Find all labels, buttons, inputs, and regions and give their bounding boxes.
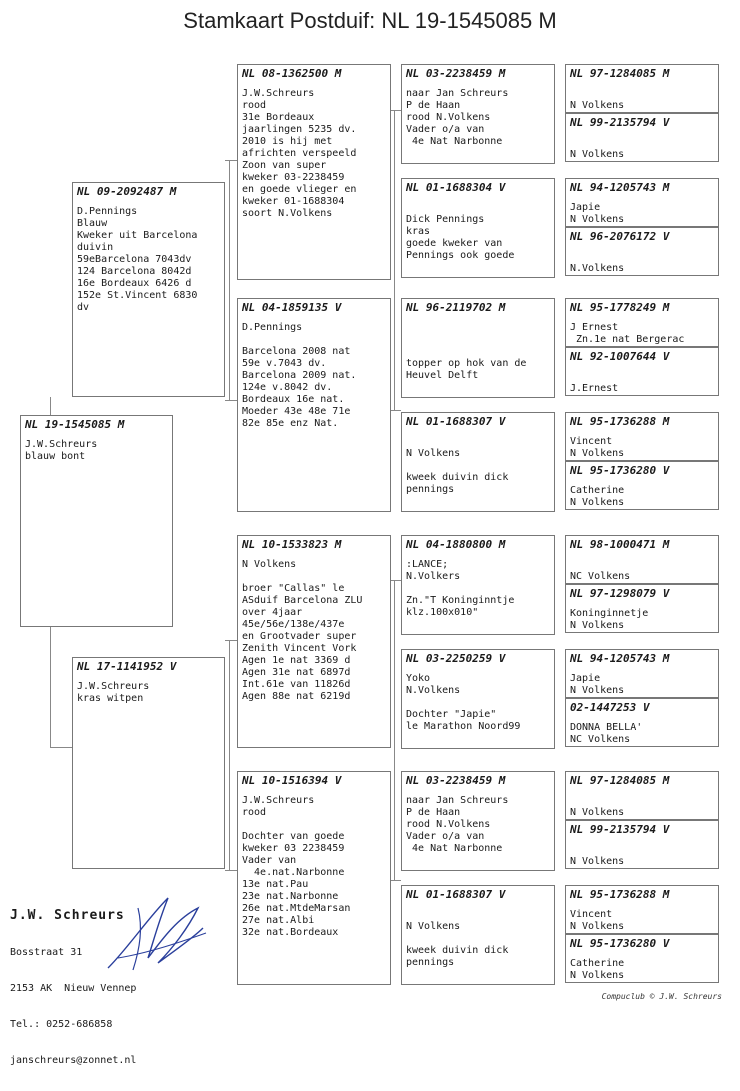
pigeon-info-line: N Volkens: [406, 921, 461, 932]
ring-number: NL 01-1688304 V: [406, 181, 506, 194]
pigeon-info-line: Dochter "Japie": [406, 709, 497, 720]
ring-number: 02-1447253 V: [570, 701, 650, 714]
ring-number: NL 98-1000471 M: [570, 538, 670, 551]
pedigree-box-g4-0: [565, 64, 719, 113]
pedigree-box-g4-6: [565, 412, 719, 461]
pedigree-box-g4-3: [565, 227, 719, 276]
pigeon-info-line: over 4jaar: [242, 607, 303, 618]
pigeon-info-line: 4e.nat.Narbonne: [242, 867, 345, 878]
pigeon-info-line: kweek duivin dick: [406, 472, 509, 483]
pigeon-info-line: N Volkens: [406, 448, 461, 459]
pigeon-info-line: 124 Barcelona 8042d: [77, 266, 192, 277]
pigeon-info-line: Zoon van super: [242, 160, 327, 171]
pigeon-info-line: N Volkens: [242, 559, 297, 570]
pigeon-info-line: J.W.Schreurs: [25, 439, 98, 450]
pigeon-info-line: Pennings ook goede: [406, 250, 515, 261]
pigeon-info-line: dv: [77, 302, 90, 313]
pigeon-info-line: N Volkens: [570, 497, 625, 508]
pigeon-info-line: en goede vlieger en: [242, 184, 357, 195]
ring-number: NL 10-1516394 V: [242, 774, 342, 787]
pigeon-info-line: Japie: [570, 202, 601, 213]
pigeon-info-line: D.Pennings: [77, 206, 138, 217]
ring-number: NL 10-1533823 M: [242, 538, 342, 551]
pigeon-info-line: Blauw: [77, 218, 108, 229]
pedigree-box-g3-5: [401, 649, 555, 749]
pigeon-info-line: :LANCE;: [406, 559, 449, 570]
pigeon-info-line: N Volkens: [570, 448, 625, 459]
pigeon-info-line: kras: [406, 226, 431, 237]
pigeon-info-line: J.Ernest: [570, 383, 619, 394]
signature-scribble: [98, 888, 208, 978]
pigeon-info-line: 45e/56e/138e/437e: [242, 619, 345, 630]
pigeon-info-line: jaarlingen 5235 dv.: [242, 124, 357, 135]
pigeon-info-line: N Volkens: [570, 100, 625, 111]
pedigree-box-g4-12: [565, 771, 719, 820]
pigeon-info-line: kras witpen: [77, 693, 144, 704]
pigeon-info-line: D.Pennings: [242, 322, 303, 333]
ring-number: NL 99-2135794 V: [570, 116, 670, 129]
ring-number: NL 03-2250259 V: [406, 652, 506, 665]
pedigree-box-g4-5: [565, 347, 719, 396]
connector-line: [50, 627, 51, 747]
pigeon-info-line: Zenith Vincent Vork: [242, 643, 357, 654]
pigeon-info-line: 26e nat.MtdeMarsan: [242, 903, 351, 914]
pigeon-info-line: [566, 137, 718, 149]
ring-number: NL 17-1141952 V: [77, 660, 177, 673]
pedigree-box-g4-14: [565, 885, 719, 934]
pigeon-info-line: 16e Bordeaux 6426 d: [77, 278, 192, 289]
pigeon-info-line: [402, 334, 554, 346]
pigeon-info-line: N Volkens: [570, 149, 625, 160]
pigeon-info-line: 82e 85e enz Nat.: [242, 418, 339, 429]
pedigree-box-g3-4: [401, 535, 555, 635]
ring-number: NL 96-2119702 M: [406, 301, 506, 314]
pigeon-info-line: Agen 88e nat 6219d: [242, 691, 351, 702]
pigeon-info-line: N.Volkens: [570, 263, 625, 274]
pigeon-info-line: Heuvel Delft: [406, 370, 479, 381]
pigeon-info-line: 2010 is hij met: [242, 136, 333, 147]
ring-number: NL 03-2238459 M: [406, 774, 506, 787]
ring-number: NL 97-1298079 V: [570, 587, 670, 600]
pigeon-info-line: Barcelona 2009 nat.: [242, 370, 357, 381]
pigeon-info-line: N Volkens: [570, 807, 625, 818]
pedigree-box-g4-13: [565, 820, 719, 869]
pigeon-info-line: [566, 251, 718, 263]
pigeon-info-line: rood N.Volkens: [406, 819, 491, 830]
pigeon-info-line: NC Volkens: [570, 571, 631, 582]
ring-number: NL 95-1736288 M: [570, 415, 670, 428]
pedigree-box-g3-2: [401, 298, 555, 398]
ring-number: NL 96-2076172 V: [570, 230, 670, 243]
pigeon-info-line: J.W.Schreurs: [77, 681, 150, 692]
connector-line: [391, 580, 401, 581]
pigeon-info-line: [566, 371, 718, 383]
pigeon-info-line: J.W.Schreurs: [242, 795, 315, 806]
pigeon-info-line: pennings: [406, 484, 455, 495]
pigeon-info-line: Japie: [570, 673, 601, 684]
pigeon-info-line: le Marathon Noord99: [406, 721, 521, 732]
pigeon-info-line: kweker 03 2238459: [242, 843, 345, 854]
ring-number: NL 04-1859135 V: [242, 301, 342, 314]
pigeon-info-line: 59eBarcelona 7043dv: [77, 254, 192, 265]
pigeon-info-line: J.W.Schreurs: [242, 88, 315, 99]
pedigree-box-g3-0: [401, 64, 555, 164]
connector-line: [50, 397, 51, 415]
pedigree-box-father: [72, 182, 225, 397]
pigeon-info-line: rood: [242, 807, 267, 818]
pigeon-info-line: N Volkens: [570, 214, 625, 225]
pigeon-info-line: [402, 933, 554, 945]
pigeon-info-line: topper op hok van de: [406, 358, 527, 369]
pigeon-info-line: kweker 03-2238459: [242, 172, 345, 183]
connector-line: [391, 410, 401, 411]
pedigree-box-g4-9: [565, 584, 719, 633]
pigeon-info-line: Vincent: [570, 436, 613, 447]
connector-line: [394, 580, 395, 880]
pigeon-info-line: kweek duivin dick: [406, 945, 509, 956]
pigeon-info-line: kweker 01-1688304: [242, 196, 345, 207]
connector-line: [225, 640, 237, 641]
ring-number: NL 95-1736280 V: [570, 937, 670, 950]
pigeon-info-line: 13e nat.Pau: [242, 879, 309, 890]
ring-number: NL 09-2092487 M: [77, 185, 177, 198]
connector-line: [229, 160, 230, 400]
pigeon-info-line: Agen 1e nat 3369 d: [242, 655, 351, 666]
pigeon-info-line: Moeder 43e 48e 71e: [242, 406, 351, 417]
pedigree-box-g4-4: [565, 298, 719, 347]
pigeon-info-line: rood N.Volkens: [406, 112, 491, 123]
pigeon-info-line: N Volkens: [570, 856, 625, 867]
pigeon-info-line: rood: [242, 100, 267, 111]
pigeon-info-line: 4e Nat Narbonne: [406, 843, 503, 854]
pigeon-info-line: Zn.1e nat Bergerac: [570, 334, 685, 345]
pigeon-info-line: 32e nat.Bordeaux: [242, 927, 339, 938]
pigeon-info-line: naar Jan Schreurs: [406, 88, 509, 99]
pedigree-box-mother: [72, 657, 225, 869]
ring-number: NL 94-1205743 M: [570, 652, 670, 665]
pigeon-info-line: naar Jan Schreurs: [406, 795, 509, 806]
pigeon-info-line: Bordeaux 16e nat.: [242, 394, 345, 405]
pigeon-info-line: en Grootvader super: [242, 631, 357, 642]
pigeon-info-line: NC Volkens: [570, 734, 631, 745]
pedigree-box-g4-11: [565, 698, 719, 747]
pigeon-info-line: Dick Pennings: [406, 214, 485, 225]
pigeon-info-line: Vincent: [570, 909, 613, 920]
pigeon-info-line: broer "Callas" le: [242, 583, 345, 594]
pigeon-info-line: Vader van: [242, 855, 297, 866]
ring-number: NL 94-1205743 M: [570, 181, 670, 194]
pedigree-box-fm: [237, 298, 391, 512]
ring-number: NL 19-1545085 M: [25, 418, 125, 431]
pigeon-info-line: Int.61e van 11826d: [242, 679, 351, 690]
pigeon-info-line: N Volkens: [570, 620, 625, 631]
pigeon-info-line: Vader o/a van: [406, 124, 485, 135]
pedigree-box-g3-6: [401, 771, 555, 871]
pigeon-info-line: [402, 202, 554, 214]
pigeon-info-line: Catherine: [570, 958, 625, 969]
pedigree-box-pigeon: [20, 415, 173, 627]
pigeon-info-line: [238, 334, 390, 346]
pigeon-info-line: africhten verspeeld: [242, 148, 357, 159]
ring-number: NL 08-1362500 M: [242, 67, 342, 80]
pigeon-info-line: [402, 909, 554, 921]
connector-line: [225, 400, 237, 401]
ring-number: NL 97-1284085 M: [570, 67, 670, 80]
pigeon-info-line: Dochter van goede: [242, 831, 345, 842]
connector-line: [50, 747, 72, 748]
ring-number: NL 97-1284085 M: [570, 774, 670, 787]
connector-line: [391, 880, 401, 881]
pedigree-box-ff: [237, 64, 391, 280]
pigeon-info-line: [566, 559, 718, 571]
footer-credit: Compuclub © J.W. Schreurs: [601, 992, 722, 1001]
pigeon-info-line: Barcelona 2008 nat: [242, 346, 351, 357]
pigeon-info-line: pennings: [406, 957, 455, 968]
ring-number: NL 95-1736288 M: [570, 888, 670, 901]
pigeon-info-line: 31e Bordeaux: [242, 112, 315, 123]
pedigree-box-g4-8: [565, 535, 719, 584]
pigeon-info-line: [402, 322, 554, 334]
pigeon-info-line: 4e Nat Narbonne: [406, 136, 503, 147]
ring-number: NL 03-2238459 M: [406, 67, 506, 80]
pigeon-info-line: Koninginnetje: [570, 608, 649, 619]
ring-number: NL 99-2135794 V: [570, 823, 670, 836]
pigeon-info-line: Zn."T Koninginntje: [406, 595, 515, 606]
pigeon-info-line: Agen 31e nat 6897d: [242, 667, 351, 678]
pigeon-info-line: [402, 583, 554, 595]
pigeon-info-line: Vader o/a van: [406, 831, 485, 842]
pigeon-info-line: [402, 460, 554, 472]
pigeon-info-line: [402, 697, 554, 709]
connector-line: [391, 110, 401, 111]
ring-number: NL 95-1778249 M: [570, 301, 670, 314]
owner-name: J.W. Schreurs: [10, 908, 125, 923]
pedigree-box-g3-1: [401, 178, 555, 278]
pedigree-box-g3-3: [401, 412, 555, 512]
pigeon-info-line: Yoko: [406, 673, 431, 684]
pigeon-info-line: Catherine: [570, 485, 625, 496]
pedigree-box-g4-10: [565, 649, 719, 698]
pigeon-info-line: [402, 436, 554, 448]
pigeon-info-line: klz.100x010": [406, 607, 479, 618]
pigeon-info-line: goede kweker van: [406, 238, 503, 249]
pigeon-info-line: 124e v.8042 dv.: [242, 382, 333, 393]
ring-number: NL 04-1880800 M: [406, 538, 506, 551]
pigeon-info-line: [238, 571, 390, 583]
pigeon-info-line: Kweker uit Barcelona: [77, 230, 198, 241]
pigeon-info-line: P de Haan: [406, 807, 461, 818]
connector-line: [229, 640, 230, 870]
pigeon-info-line: N Volkens: [570, 685, 625, 696]
ring-number: NL 01-1688307 V: [406, 415, 506, 428]
pedigree-box-mm: [237, 771, 391, 985]
ring-number: NL 95-1736280 V: [570, 464, 670, 477]
pigeon-info-line: ASduif Barcelona ZLU: [242, 595, 363, 606]
pigeon-info-line: [566, 844, 718, 856]
pigeon-info-line: N.Volkens: [406, 685, 461, 696]
pigeon-info-line: [566, 88, 718, 100]
pedigree-box-g4-2: [565, 178, 719, 227]
pigeon-info-line: N Volkens: [570, 970, 625, 981]
pedigree-box-g4-7: [565, 461, 719, 510]
ring-number: NL 92-1007644 V: [570, 350, 670, 363]
pedigree-box-mf: [237, 535, 391, 748]
pedigree-box-g4-1: [565, 113, 719, 162]
pigeon-info-line: 23e nat.Narbonne: [242, 891, 339, 902]
page-title: Stamkaart Postduif: NL 19-1545085 M: [183, 8, 557, 33]
connector-line: [394, 110, 395, 410]
pigeon-info-line: DONNA BELLA': [570, 722, 643, 733]
pigeon-info-line: J Ernest: [570, 322, 619, 333]
pigeon-info-line: [566, 795, 718, 807]
pigeon-info-line: N.Volkers: [406, 571, 461, 582]
pigeon-info-line: P de Haan: [406, 100, 461, 111]
pedigree-box-g4-15: [565, 934, 719, 983]
pigeon-info-line: [402, 346, 554, 358]
owner-address: Bosstraat 31 2153 AK Nieuw Vennep Tel.: 0252-686858 janschreurs@zonnet.nl: [10, 947, 137, 1066]
pigeon-info-line: 152e St.Vincent 6830: [77, 290, 198, 301]
pigeon-info-line: N Volkens: [570, 921, 625, 932]
pigeon-info-line: 27e nat.Albi: [242, 915, 315, 926]
pigeon-info-line: blauw bont: [25, 451, 86, 462]
ring-number: NL 01-1688307 V: [406, 888, 506, 901]
pigeon-info-line: duivin: [77, 242, 114, 253]
pigeon-info-line: 59e v.7043 dv.: [242, 358, 327, 369]
pedigree-box-g3-7: [401, 885, 555, 985]
connector-line: [225, 160, 237, 161]
pigeon-info-line: [238, 819, 390, 831]
pigeon-info-line: soort N.Volkens: [242, 208, 333, 219]
connector-line: [225, 870, 237, 871]
